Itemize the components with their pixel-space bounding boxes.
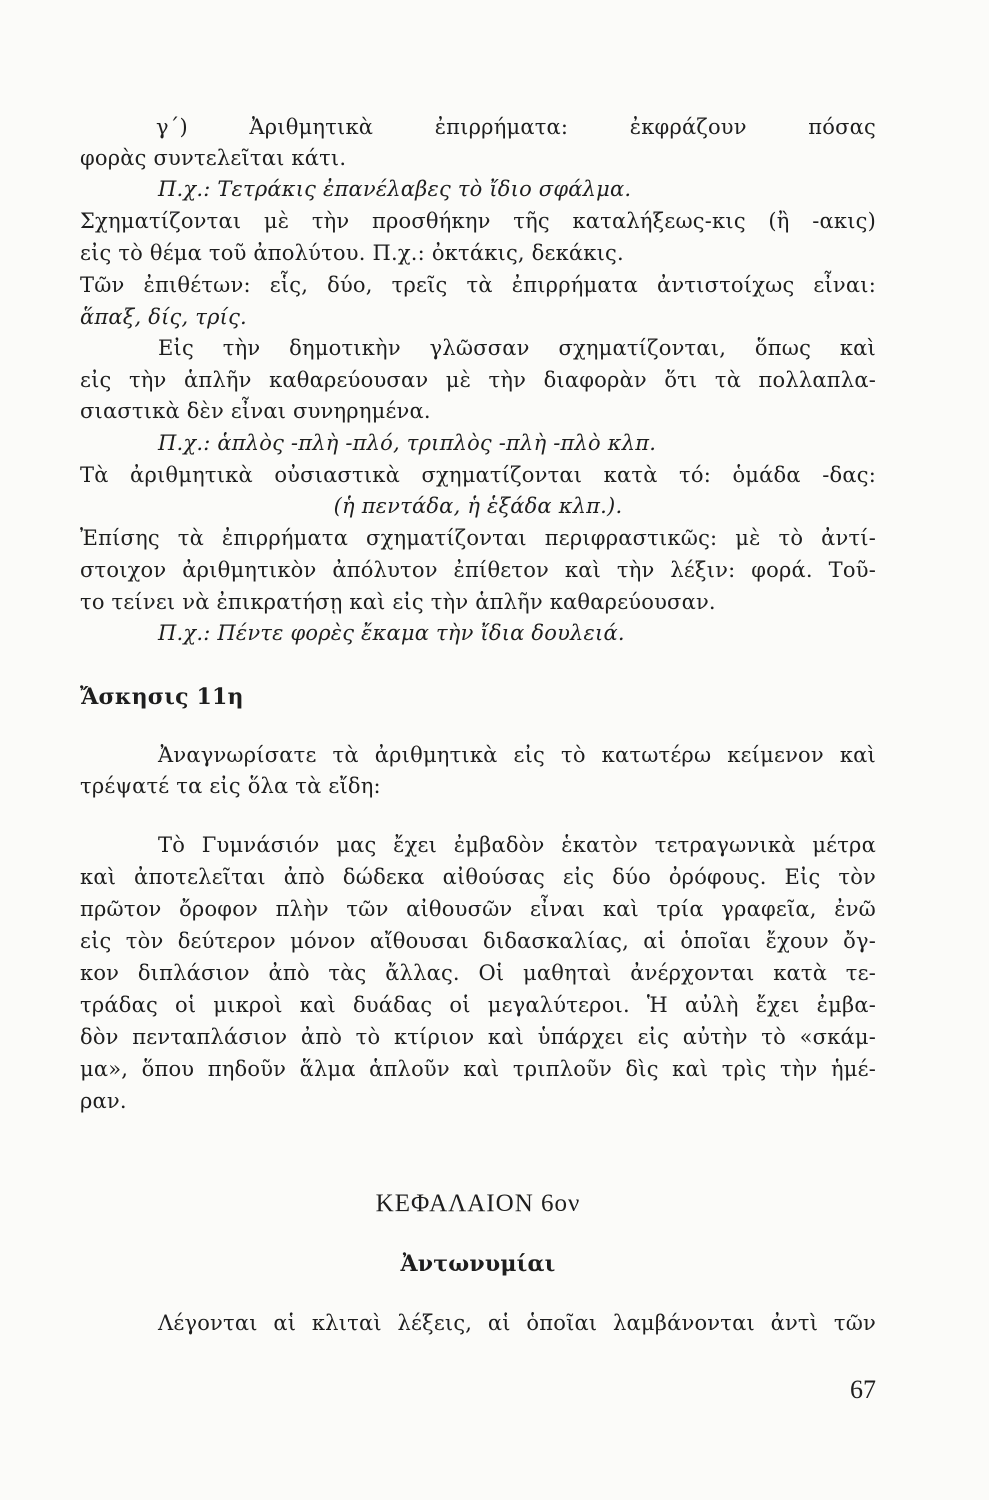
text-line: Ἀντωνυμίαι: [400, 1251, 556, 1277]
text-line: Ἀναγνωρίσατε τὰ ἀριθμητικὰ εἰς τὸ κατωτέρω κείμενον καὶ: [158, 743, 876, 767]
text-line: Τὸ Γυμνάσιόν μας ἔχει ἐμβαδὸν ἑκατὸν τετραγωνικὰ μέτρα: [158, 833, 876, 857]
text-line: μα», ὅπου πηδοῦν ἅλμα ἁπλοῦν καὶ τριπλοῦν δὶς καὶ τρὶς τὴν ἡμέ-: [80, 1057, 876, 1081]
text-line: τράδας οἱ μικροὶ καὶ δυάδας οἱ μεγαλύτεροι. Ἡ αὐλὴ ἔχει ἐμβα-: [80, 993, 876, 1017]
text-line: φορὰς συντελεῖται κάτι.: [80, 146, 347, 170]
text-line: τρέψατέ τα εἰς ὅλα τὰ εἴδη:: [80, 774, 381, 798]
text-line: (ἡ πεντάδα, ἡ ἑξάδα κλπ.).: [333, 494, 623, 518]
text-line: Π.χ.: Τετράκις ἐπανέλαβες τὸ ἴδιο σφάλμα.: [158, 177, 632, 201]
text-line: εἰς τὴν ἁπλῆν καθαρεύουσαν μὲ τὴν διαφορὰν ὅτι τὰ πολλαπλα-: [80, 368, 876, 392]
text-line: Τῶν ἐπιθέτων: εἷς, δύο, τρεῖς τὰ ἐπιρρήματα ἀντιστοίχως εἶναι:: [80, 273, 876, 297]
text-line: δὸν πενταπλάσιον ἀπὸ τὸ κτίριον καὶ ὑπάρχει εἰς αὐτὴν τὸ «σκάμ-: [80, 1025, 876, 1049]
text-line: Τὰ ἀριθμητικὰ οὐσιαστικὰ σχηματίζονται κατὰ τό: ὁμάδα -δας:: [80, 463, 876, 487]
text-line: ἅπαξ, δίς, τρίς.: [80, 305, 247, 329]
text-line: Π.χ.: ἁπλὸς -πλὴ -πλό, τριπλὸς -πλὴ -πλὸ κλπ.: [158, 431, 657, 455]
text-line: κον διπλάσιον ἀπὸ τὰς ἄλλας. Οἱ μαθηταὶ ἀνέρχονται κατὰ τε-: [80, 961, 876, 985]
text-line: Εἰς τὴν δημοτικὴν γλῶσσαν σχηματίζονται, ὅπως καὶ: [158, 336, 876, 360]
text-line: ραν.: [80, 1089, 127, 1113]
text-line: πρῶτον ὄροφον πλὴν τῶν αἰθουσῶν εἶναι καὶ τρία γραφεῖα, ἐνῶ: [80, 897, 876, 921]
text-line: καὶ ἀποτελεῖται ἀπὸ δώδεκα αἰθούσας εἰς δύο ὀρόφους. Εἰς τὸν: [80, 865, 876, 889]
text-line: Ἐπίσης τὰ ἐπιρρήματα σχηματίζονται περιφραστικῶς: μὲ τὸ ἀντί-: [80, 526, 876, 550]
text-line: ΚΕΦΑΛΑΙΟΝ 6ον: [375, 1190, 581, 1217]
page-number: 67: [850, 1375, 876, 1404]
text-line: Ἄσκησις 11η: [80, 684, 244, 710]
text-line: Σχηματίζονται μὲ τὴν προσθήκην τῆς καταλήξεως-κις (ἢ -ακις): [80, 209, 876, 233]
text-line: το τείνει νὰ ἐπικρατήσῃ καὶ εἰς τὴν ἁπλῆν καθαρεύουσαν.: [80, 590, 716, 614]
text-line: εἰς τὸν δεύτερον μόνον αἴθουσαι διδασκαλίας, αἱ ὁποῖαι ἔχουν ὄγ-: [80, 929, 876, 953]
text-line: στοιχον ἀριθμητικὸν ἀπόλυτον ἐπίθετον καὶ τὴν λέξιν: φορά. Τοῦ-: [80, 558, 876, 582]
text-line: Π.χ.: Πέντε φορὲς ἔκαμα τὴν ἴδια δουλειά.: [158, 621, 625, 645]
text-line: Λέγονται αἱ κλιταὶ λέξεις, αἱ ὁποῖαι λαμβάνονται ἀντὶ τῶν: [158, 1311, 876, 1335]
text-line: γ΄) Ἀριθμητικὰ ἐπιρρήματα: ἐκφράζουν πόσας: [156, 115, 876, 139]
text-line: εἰς τὸ θέμα τοῦ ἀπολύτου. Π.χ.: ὀκτάκις, δεκάκις.: [80, 241, 624, 265]
text-line: σιαστικὰ δὲν εἶναι συνηρημένα.: [80, 399, 431, 423]
